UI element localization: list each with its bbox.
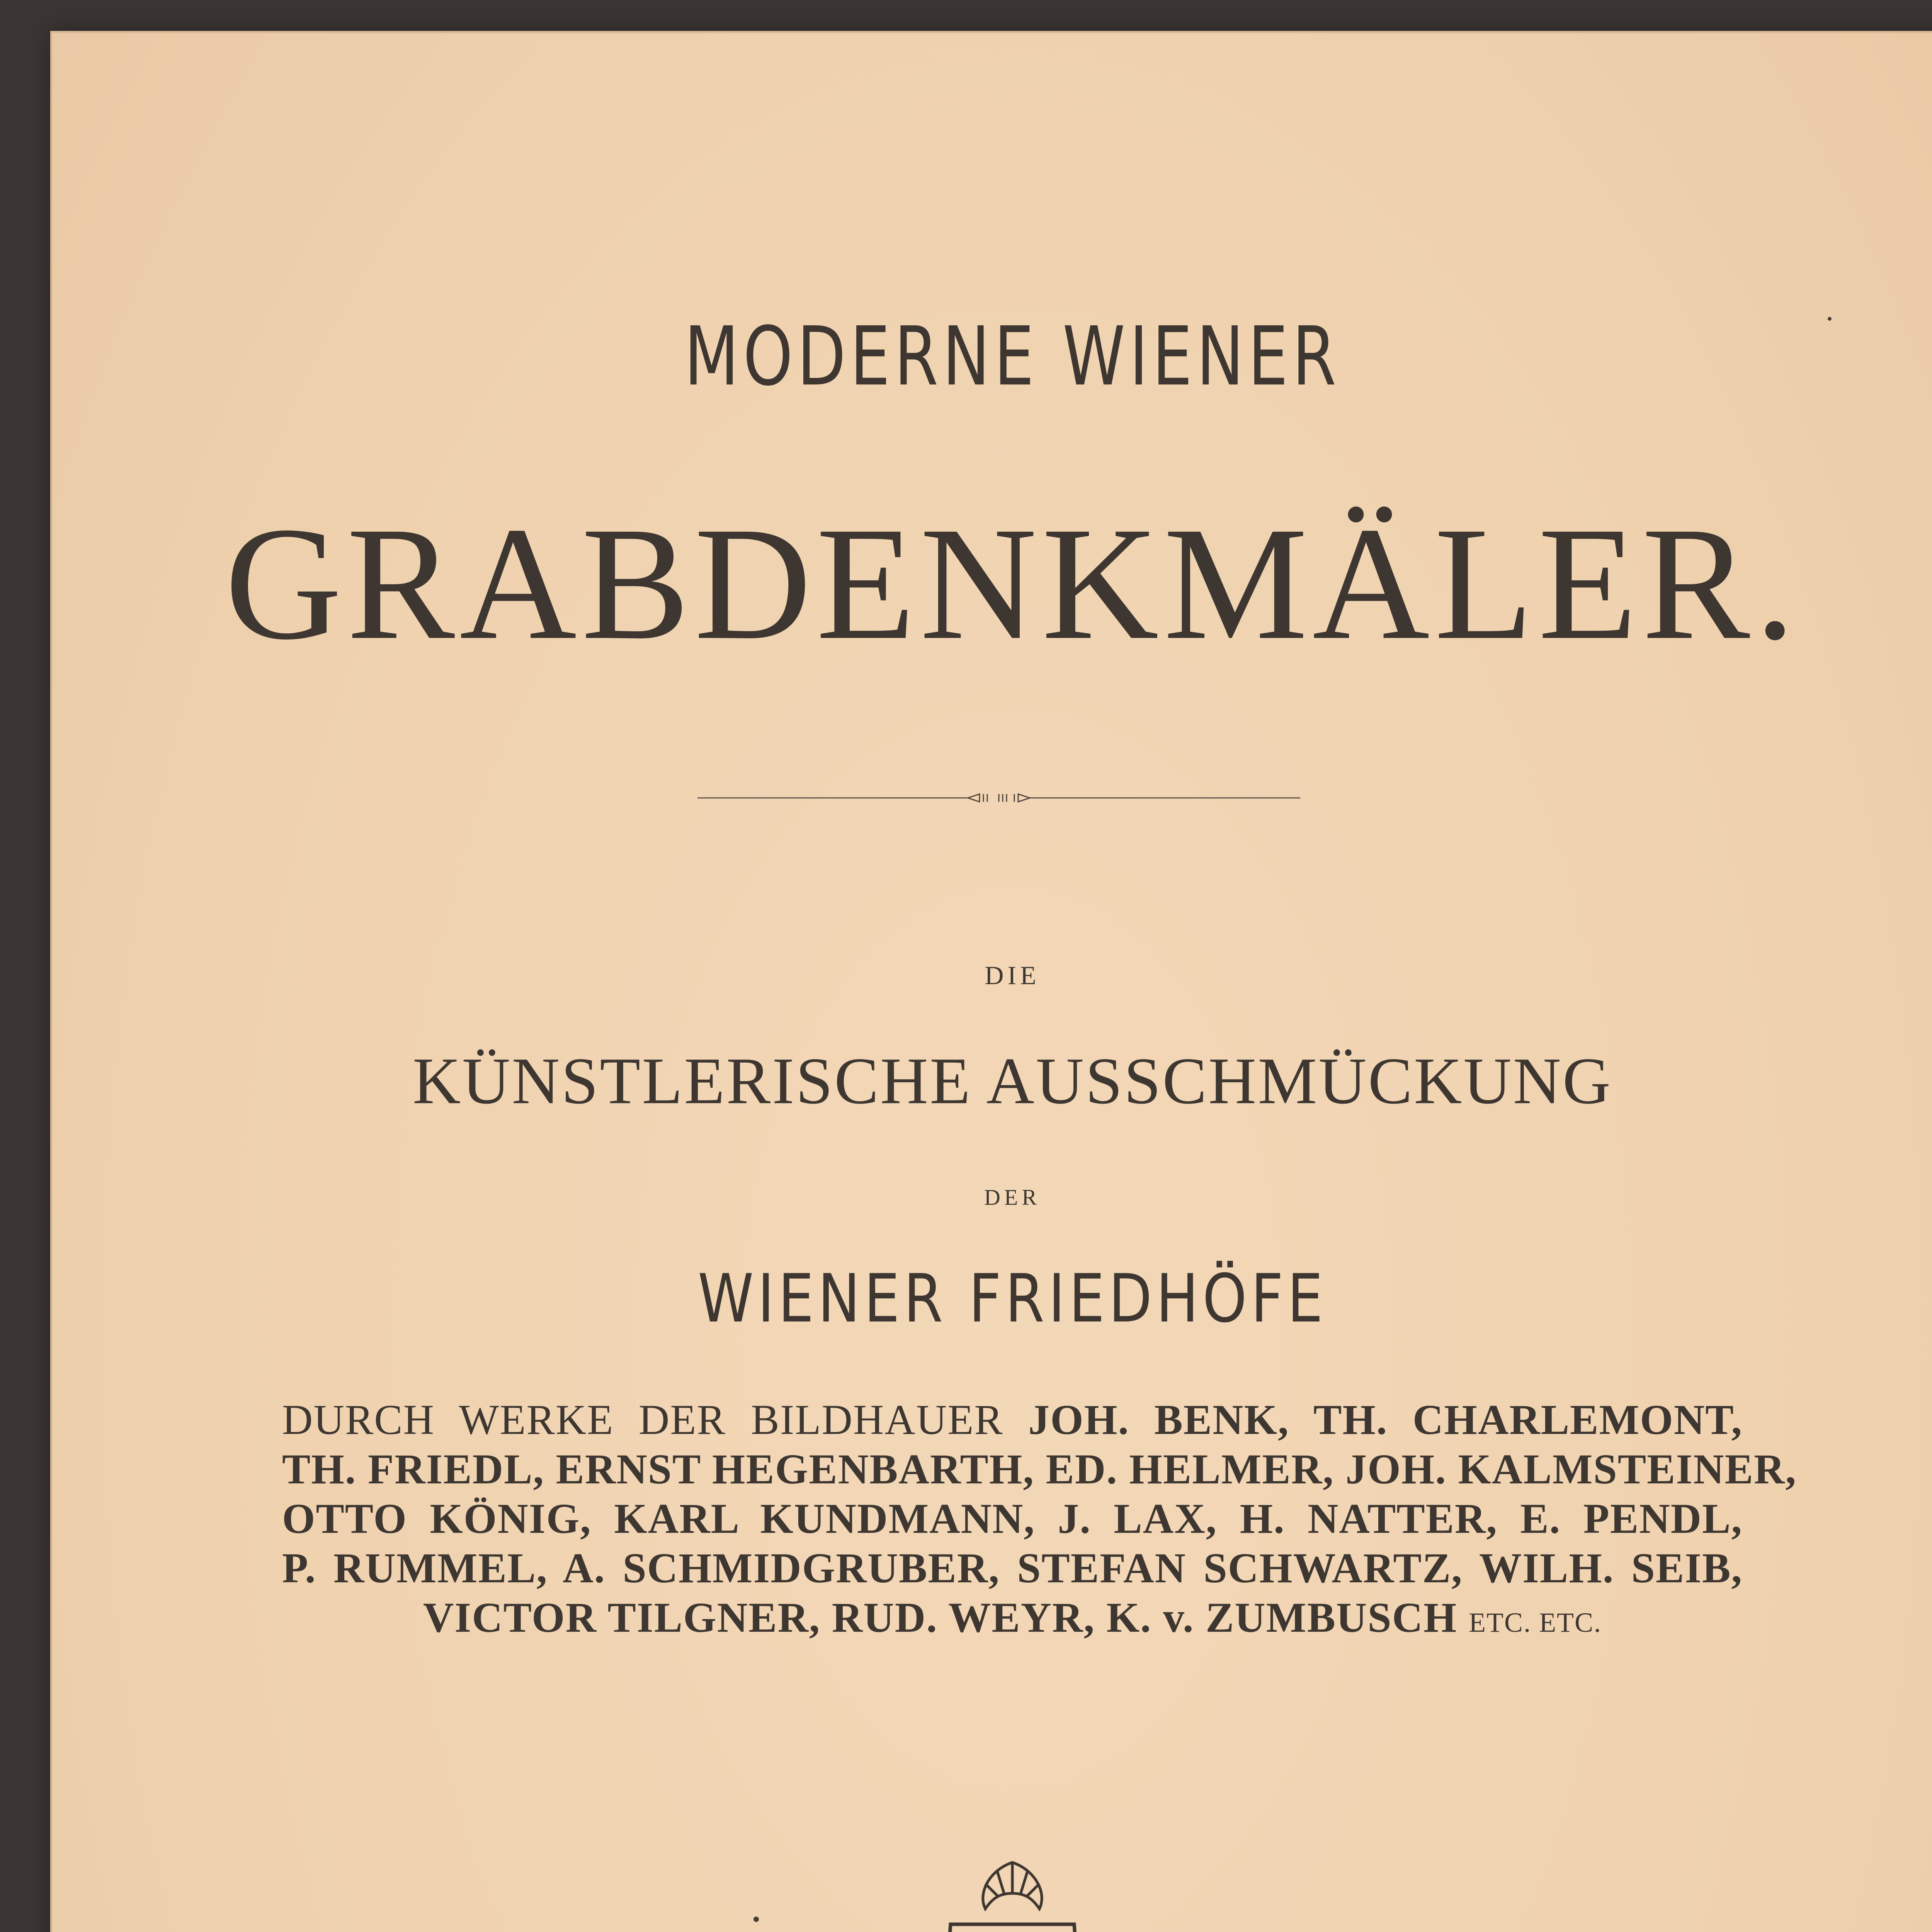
subtitle-place: WIENER FRIEDHÖFE xyxy=(697,1260,1327,1337)
paper-spot xyxy=(1828,317,1832,321)
subtitle-der: DER xyxy=(984,1185,1041,1210)
ornamental-divider xyxy=(697,792,1300,804)
artist-names: JOH. BENK, TH. CHARLEMONT, xyxy=(1028,1396,1743,1443)
artist-row-4: P. RUMMEL, A. SCHMIDGRUBER, STEFAN SCHWARTZ, WILH. SEIB, xyxy=(282,1544,1743,1592)
artist-row-1 xyxy=(282,1395,1743,1444)
artist-list xyxy=(282,1395,1797,1647)
artist-row-5 xyxy=(282,1593,1743,1647)
title-line-1: MODERNE WIENER xyxy=(684,309,1341,404)
publisher-crest-emblem xyxy=(862,1847,1163,1932)
subtitle-main: KÜNSTLERISCHE AUSSCHMÜCKUNG xyxy=(412,1044,1612,1118)
artist-row-3: OTTO KÖNIG, KARL KUNDMANN, J. LAX, H. NATTER, E. PENDL, xyxy=(282,1495,1743,1542)
subtitle-die: DIE xyxy=(985,961,1040,990)
title-line-2: GRABDENKMÄLER. xyxy=(224,493,1800,673)
artist-row-2: TH. FRIEDL, ERNST HEGENBARTH, ED. HELMER, JOH. KALMSTEINER, xyxy=(282,1446,1797,1493)
paper-spot xyxy=(753,1917,759,1922)
title-page xyxy=(50,31,1932,1932)
etc-label: ETC. ETC. xyxy=(1469,1607,1602,1638)
artist-lead: DURCH WERKE DER BILDHAUER xyxy=(282,1396,1003,1443)
artist-names: VICTOR TILGNER, RUD. WEYR, K. v. ZUMBUSCH xyxy=(423,1594,1458,1641)
